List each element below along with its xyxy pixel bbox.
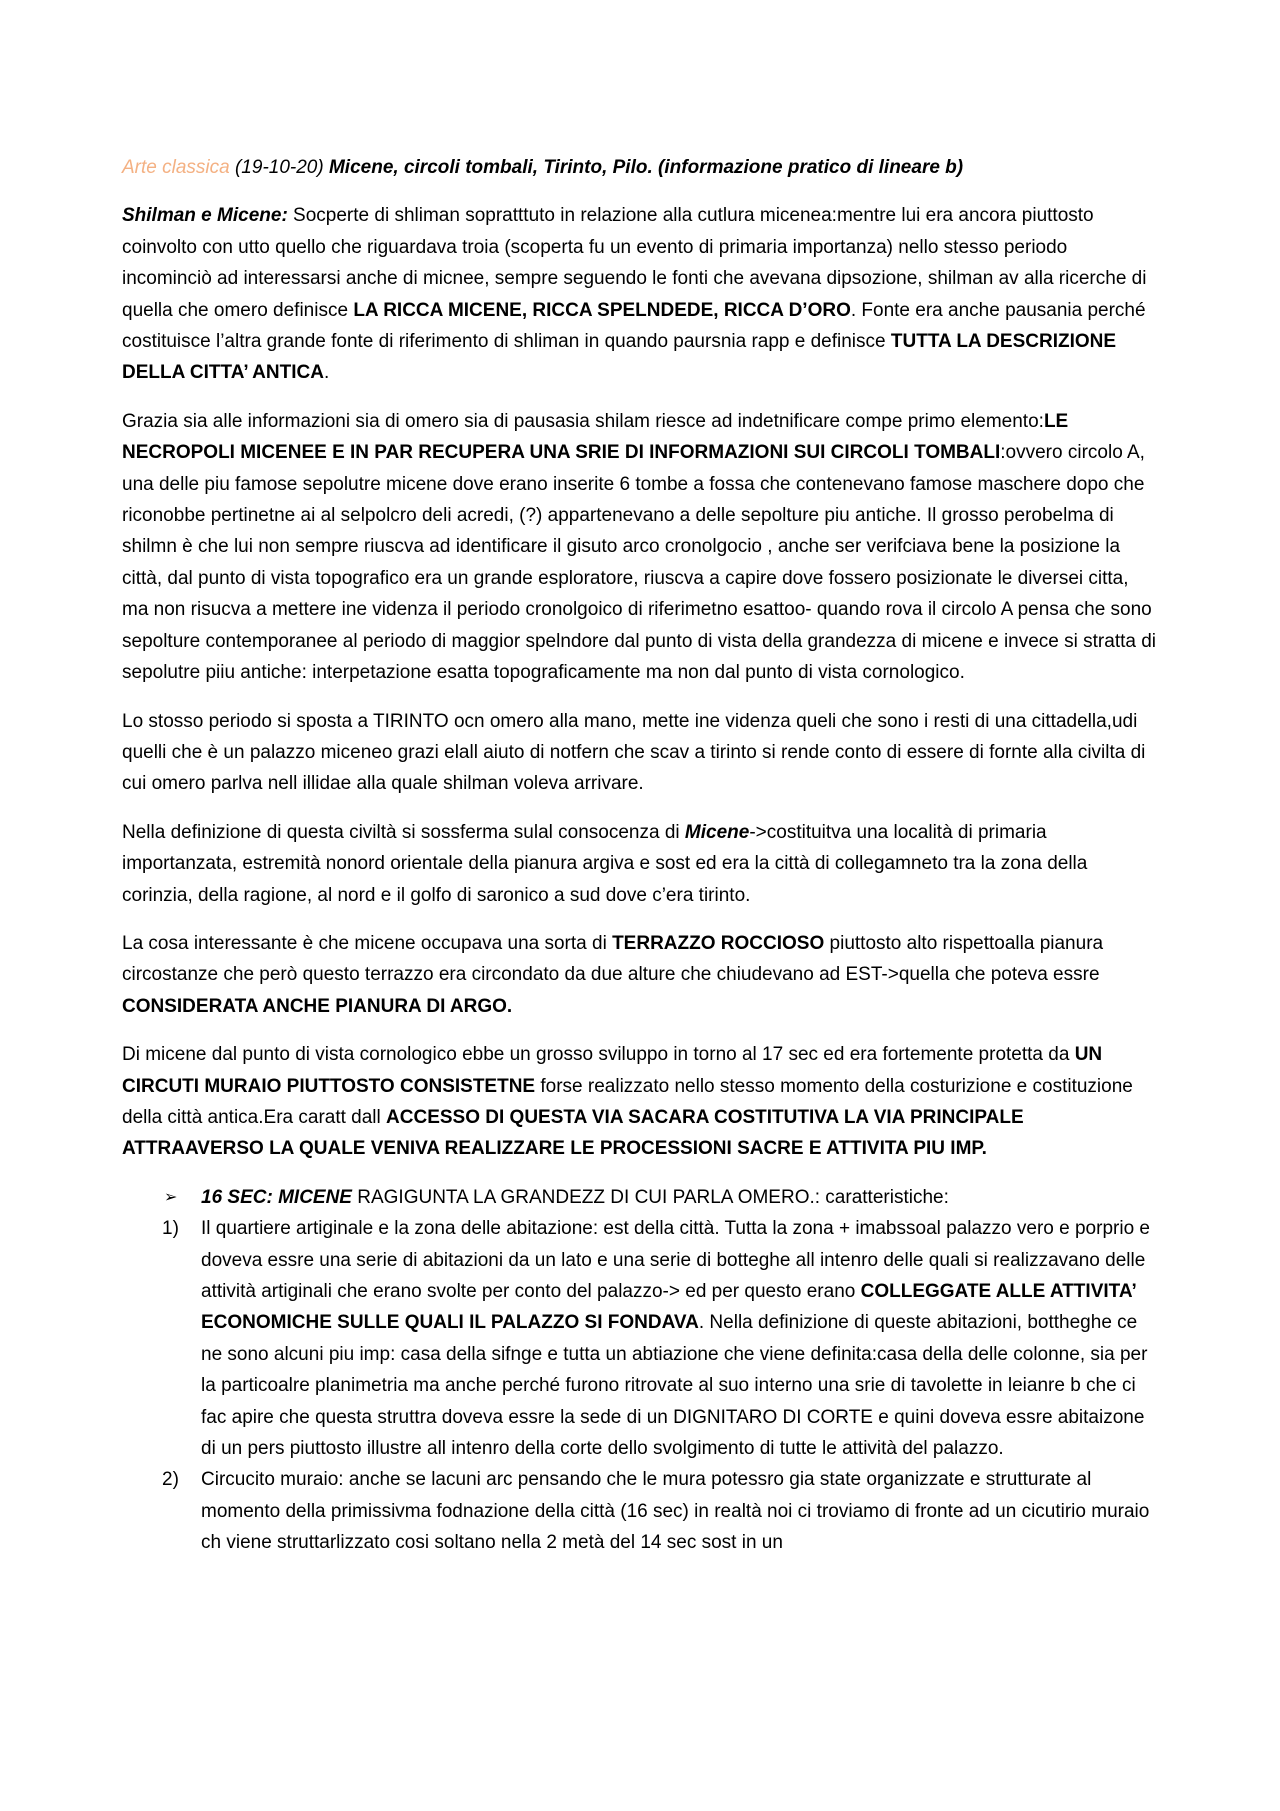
paragraph-lead: Shilman e Micene: [122,205,288,227]
paragraph-text: Lo stosso periodo si sposta a TIRINTO ocn omero alla mano, mette ine videnza queli che sono i resti di una cittadella,udi quelli che è un palazzo miceneo grazi elall aiuto di notfern che scav a tirinto si rende conto di essere di fornte alla civilta di cui omero parlva nell illidae alla quale shilman voleva arrivare. [122,710,1146,795]
paragraph-text: :ovvero circolo A, una delle piu famose sepolutre micene dove erano inserite 6 tombe a fossa che contenevano famose maschere dopo che riconobbe pertinetne ai al selpolcro deli acredi, (?) appartenevano a delle sepolture piu antiche. Il grosso perobelma di shilmn è che lui non sempre riuscva ad identificare il gisuto arco cronolgocio , anche ser verifciava bene la posizione la città, dal punto di vista topografico era un grande esploratore, riuscva a capire dove fossero posizionate le diversei citta, ma non risucva a mettere ine videnza il periodo cronolgoico di riferimetno esattoo- quando rova il circolo A pensa che sono sepolture contemporanee al periodo di maggior spelndore dal punto di vista della grandezza di micene e invece si stratta di sepolutre piiu antiche: interpetazione esatta topograficamente ma non dal punto di vista cornologico. [122,442,1157,684]
list-item-text: RAGIGUNTA LA GRANDEZZ DI CUI PARLA OMERO.: caratteristiche: [351,1186,949,1208]
paragraph-text: Grazia sia alle informazioni sia di omero sia di pausasia shilam riesce ad indetnificare compe primo elemento: [122,410,1044,432]
emphasis-text: ACCESSO DI QUESTA VIA SACARA COSTITUTIVA LA VIA PRINCIPALE ATTRAAVERSO LA QUALE VENIVA REALIZZARE LE PROCESSIONI SACRE E ATTIVITA PIU IMP. [122,1106,1024,1160]
list-item-text: Circucito muraio: anche se lacuni arc pensando che le mura potessro gia state organizzate e strutturate al momento della primissivma fodnazione della città (16 sec) in realtà noi ci troviamo di fronte ad un cicutirio muraio ch viene struttarlizzato cosi soltano nella 2 metà del 14 sec sost in un [201,1469,1150,1554]
paragraph-text: Di micene dal punto di vista cornologico ebbe un grosso sviluppo in torno al 17 sec ed era fortemente protetta da [122,1044,1075,1066]
paragraph-text: Nella definizione di questa civiltà si sossferma sulal consocenza di [122,821,685,843]
paragraph-text: La cosa interessante è che micene occupava una sorta di [122,932,613,954]
list-number: 1) [162,1218,179,1240]
list-item-text: Il quartiere artiginale e la zona delle abitazione: est della città. Tutta la zona + imabssoal palazzo vero e porprio e doveva essre una serie di abitazioni da un lato e una serie di botteghe all intenro delle quali si realizzavano delle attività artiginali che erano svolte per conto del palazzo-> ed per questo erano [201,1218,1150,1302]
list-item-1 [122,1213,1158,1464]
paragraph-tirinto [122,706,1158,800]
lesson-date: (19-10-20) [234,157,324,178]
subject-label: Arte classica [122,157,230,178]
paragraph-text: forse realizzato nello stesso momento della costurizione e costituzione della città antica.Era caratt dall [122,1075,1133,1128]
lesson-topic: Micene, circoli tombali, Tirinto, Pilo. (informazione pratico di lineare b) [328,157,964,178]
paragraph-necropoli [122,406,1158,689]
emphasis-text: Micene [684,821,750,843]
emphasis-text: TUTTA LA DESCRIZIONE DELLA CITTA’ ANTICA [122,331,1117,384]
emphasis-text: TERRAZZO ROCCIOSO [612,932,825,954]
emphasis-text: UN CIRCUTI MURAIO PIUTTOSTO CONSISTETNE [122,1044,1103,1097]
paragraph-text: ->costituitva una località di primaria importanzata, estremità nonord orientale della pianura argiva e sost ed era la città di collegamneto tra la zona della corinzia, della ragione, al nord e il golfo di saronico a sud dove c’era tirinto. [122,821,1088,906]
paragraph-text: . [323,362,330,384]
list-number: 2) [162,1469,179,1491]
arrow-bullet-icon: ➢ [164,1188,178,1206]
list-item-bullet [122,1182,1158,1213]
paragraph-text: . Fonte era anche pausania perché costituisce l’altra grande fonte di riferimento di shliman in quando paursnia rapp e definisce [122,299,1146,353]
paragraph-shliman [122,200,1158,388]
paragraph-sviluppo [122,1039,1158,1165]
paragraph-text: Socperte di shliman sopratttuto in relazione alla cutlura micenea:mentre lui era ancora piuttosto coinvolto con utto quello che riguardava troia (scoperta fu un evento di primaria importanza) nello stesso periodo incominciò ad interessarsi anche di micnee, sempre seguendo le fonti che avevana dipsozione, shilman av alla ricerche di quella che omero definisce [122,205,1147,321]
emphasis-text: COLLEGGATE ALLE ATTIVITA’ ECONOMICHE SULLE QUALI IL PALAZZO SI FONDAVA [201,1281,1136,1334]
features-list [122,1182,1158,1559]
paragraph-text: piuttosto alto rispettoalla pianura circostanze che però questo terrazzo era circondato da due alture che chiudevano ad EST->quella che poteva essre [122,932,1104,986]
list-item-2 [122,1464,1158,1558]
emphasis-text: LA RICCA MICENE, RICCA SPELNDEDE, RICCA D’ORO [353,299,851,321]
paragraph-civilta [122,817,1158,911]
document-title-line [122,152,1158,183]
emphasis-text: 16 SEC: MICENE [201,1186,352,1208]
list-item-text: . Nella definizione di queste abitazioni, bottheghe ce ne sono alcuni piu imp: casa della sifnge e tutta un abtiazione che viene definita:casa della delle colonne, sia per la particoalre planimetria ma anche perché furono ritrovate al suo interno una srie di tavolette in leianre b che ci fac apire che questa struttra doveva essre la sede di un DIGNITARO DI CORTE e quini doveva essre abitaizone di un pers piuttosto illustre all intenro della corte dello svolgimento di tutte le attività del palazzo. [201,1312,1148,1460]
paragraph-terrazzo [122,928,1158,1022]
emphasis-text: LE NECROPOLI MICENEE E IN PAR RECUPERA UNA SRIE DI INFORMAZIONI SUI CIRCOLI TOMBALI [122,410,1069,464]
emphasis-text: CONSIDERATA ANCHE PIANURA DI ARGO. [122,995,513,1017]
